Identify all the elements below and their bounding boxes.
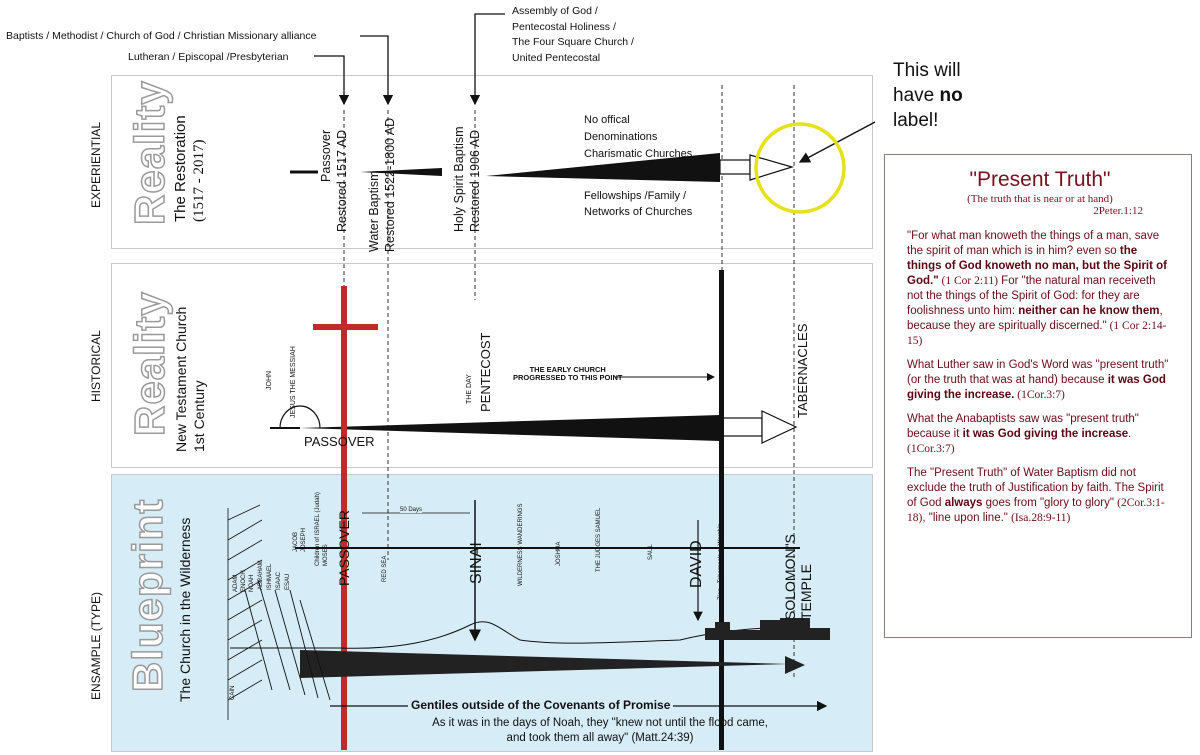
patriarch-labels-1: ADAM ENOCH NOAH	[233, 570, 255, 592]
john-label: JOHN	[266, 370, 273, 390]
sinai-label: SINAI	[468, 542, 485, 584]
paragraph-1: "For what man knoweth the things of a man, save the spirit of man which is in him? even so the things of God knoweth no man, but the Spirit of God." (1 Cor 2:11) For "the natural man receiveth not the things of the Spirit of God: for they are foolishness unto him: neither can he know them, because they are spiritually discerned." (1 Cor 2:14-15)	[907, 230, 1168, 347]
saul-label: SAUL	[648, 544, 654, 560]
historical-big-word: Reality	[126, 291, 173, 436]
water-baptism-restored: Water Baptism Restored 1522-1800 AD	[367, 117, 397, 252]
patriarch-labels-4: Children of ISRAEL (Judah) MOSES	[315, 492, 329, 566]
patriarch-labels-3: JACOB JOSEPH	[293, 527, 307, 552]
experiential-side-label: EXPERIENTIAL	[89, 121, 103, 208]
noah-quote: As it was in the days of Noah, they "knew not until the flood came, and took them all away" (Matt.24:39)	[432, 717, 768, 744]
experiential-title: The Restoration (1517 - 2017)	[172, 115, 207, 222]
red-sea-label: RED SEA	[382, 555, 388, 582]
historical-side-label: HISTORICAL	[89, 330, 103, 402]
joshua-label: JOSHUA	[556, 541, 562, 566]
lutheran-connector	[314, 56, 344, 104]
tabernacles-label: TABERNACLES	[795, 323, 810, 418]
paragraph-3: What the Anabaptists saw was "present truth" because it it was God giving the increase. (1Cor.3:7)	[907, 413, 1139, 455]
gentiles-label: Gentiles outside of the Covenants of Promise	[408, 698, 673, 712]
passover-restored: Passover Restored 1517 AD	[319, 129, 349, 232]
cain-label: CAIN	[230, 685, 236, 700]
historical-title: New Testament Church 1st Century	[173, 306, 207, 452]
blueprint-side-label: ENSAMPLE (TYPE)	[89, 591, 103, 700]
baptists-connector	[360, 36, 388, 104]
present-truth-title: "Present Truth"	[969, 168, 1111, 191]
present-truth-box	[884, 154, 1192, 638]
blueprint-title: The Church in the Wilderness	[177, 517, 193, 702]
baptists-label: Baptists / Methodist / Church of God / Christian Missionary alliance	[6, 30, 317, 42]
assembly-connector	[475, 14, 505, 104]
early-church-label: THE EARLY CHURCH PROGRESSED TO THIS POINT	[513, 365, 623, 382]
pentecost-label: PENTECOST	[478, 332, 493, 412]
present-truth-ref: 2Peter.1:12	[1093, 205, 1143, 217]
paragraph-4: The "Present Truth" of Water Baptism did not exclude the truth of Justification by faith. The Spirit of God always goes from "glory to glory" (2Cor.3:1-18), "line upon line." (Isa.28:9-11)	[907, 467, 1165, 524]
judges-label: THE JUDGES SAMUEL	[596, 507, 602, 572]
blueprint-big-word: Blueprint	[124, 498, 171, 692]
passover-historical: PASSOVER	[304, 434, 375, 449]
patriarch-labels-2: ABRAHAM ISHMAEL ISAAC ESAU	[258, 560, 291, 590]
fifty-days-label: 50 Days	[400, 507, 423, 513]
david-label: DAVID	[688, 540, 705, 588]
spirit-baptism-restored: Holy Spirit Baptism Restored 1906 AD	[452, 126, 482, 232]
assembly-label: Assembly of God / Pentecostal Holiness / The Four Square Church / United Pentecostal	[512, 5, 634, 64]
callout-text: This will have no label!	[893, 60, 963, 131]
jesus-label: JESUS THE MESSIAH	[290, 346, 297, 418]
no-denominations: No offical Denominations Charismatic Churches	[584, 114, 693, 160]
experiential-big-word: Reality	[126, 80, 173, 225]
present-truth-subtitle: (The truth that is near or at hand)	[967, 193, 1113, 205]
wilderness-label: WILDERNESS WANDERINGS	[518, 503, 524, 586]
passover-blueprint: PASSOVER	[336, 510, 352, 586]
cross-horizontal	[313, 324, 378, 330]
the-day-label: THE DAY	[466, 374, 473, 404]
lutheran-label: Lutheran / Episcopal /Presbyterian	[128, 51, 289, 63]
fellowships: Fellowships /Family / Networks of Churches	[584, 190, 693, 218]
paragraph-2: What Luther saw in God's Word was "present truth" (or the truth that was at hand) because it was God giving the increase. (1Cor.3:7)	[907, 359, 1169, 401]
solomon-temple-label: SOLOMON"S TEMPLE	[782, 534, 814, 620]
zion-label: Zion - Tabernacle of Worship	[718, 523, 724, 600]
